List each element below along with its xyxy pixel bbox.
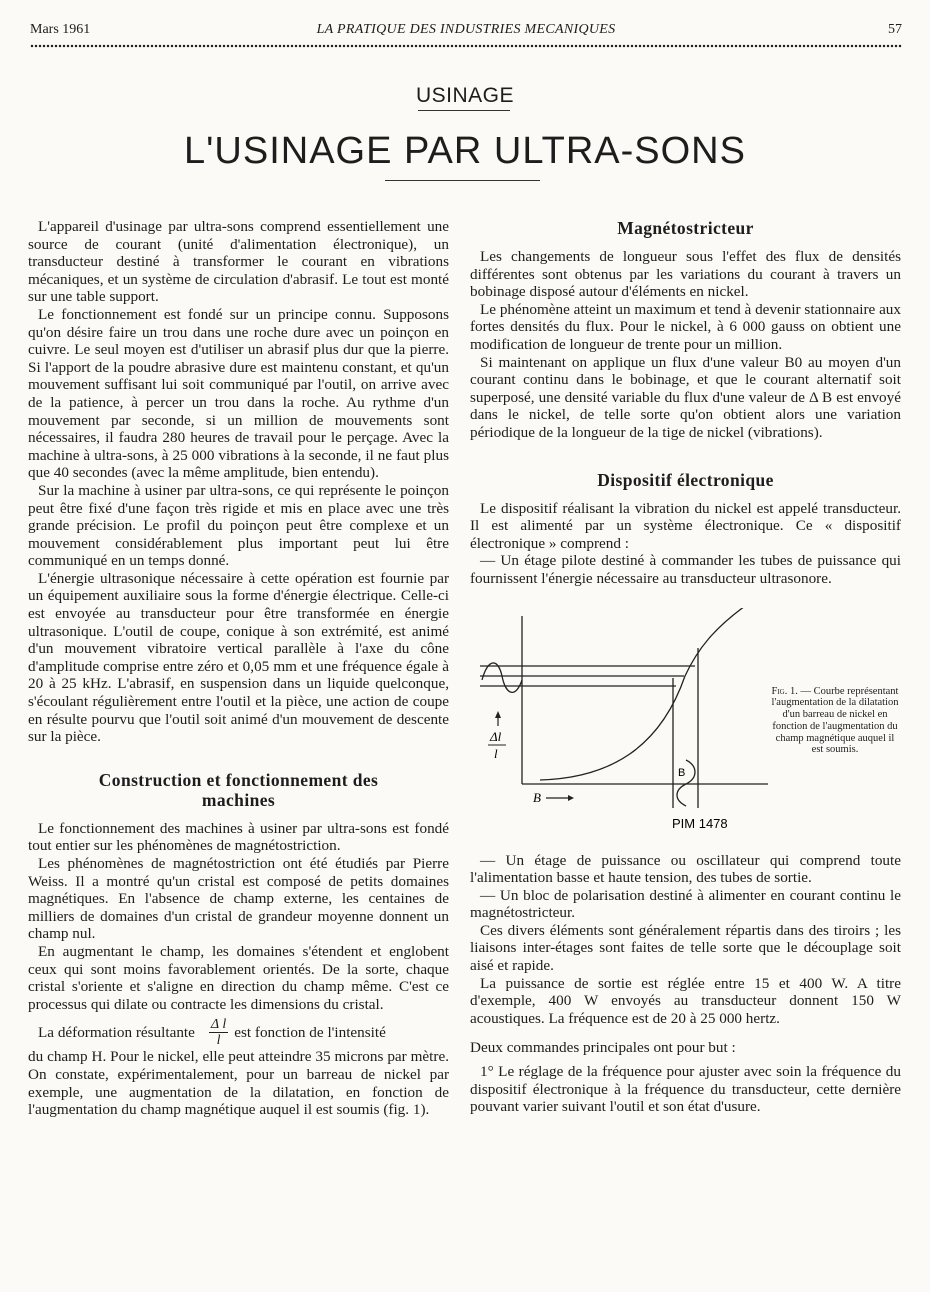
- paragraph: Sur la machine à usiner par ultra-sons, ce qui représente le poinçon peut être fixé d'une façon très rigide et mis en place avec une très grande précision. Le profil du poinçon peut être complexe et un mouvement considérablement plus important peut lui être communiqué en un temps donné.: [28, 481, 449, 570]
- subheading-construction: Construction et fonctionnement des machines: [98, 769, 379, 810]
- paragraph: L'appareil d'usinage par ultra-sons comprend essentiellement une source de courant (unité d'alimentation électronique), un transducteur destiné à transformer le courant en vibrations mécaniques, et un système de circulation d'abrasif. Le tout est monté sur une table support.: [28, 218, 449, 306]
- section-underline: [418, 110, 510, 111]
- formula-line: [28, 1017, 449, 1048]
- y-axis-label-denominator: l: [494, 745, 498, 761]
- dotted-divider: [30, 44, 902, 48]
- heading-dispositif-electronique: Dispositif électronique: [597, 469, 774, 490]
- b-small-label: B: [678, 766, 686, 779]
- paragraph: Si maintenant on applique un flux d'une valeur B0 au moyen d'un courant continu dans le bobinage, et que le courant alternatif soit superposé, une densité variable du flux d'une valeur de Δ B est envoyé dans le nickel, de telle sorte qu'on obtient alors une variation périodique de la longueur de la tige de nickel (vibrations).: [470, 353, 901, 441]
- fraction-denominator: l: [216, 1033, 221, 1049]
- paragraph: La puissance de sortie est réglée entre 15 et 400 W. A titre d'exemple, 400 W envoyés au transducteur donnent 150 W acoustiques. La fréquence est de 20 à 25 000 hertz.: [470, 974, 901, 1027]
- arrow-head-right: [568, 795, 574, 801]
- caption-text: — Courbe représentant l'augmentation de la dilatation d'un barreau de nickel en fonction de l'augmentation du champ magnétique auquel il est soumis.: [771, 685, 899, 756]
- issue-date: Mars 1961: [30, 22, 91, 37]
- x-axis-label: B: [533, 789, 541, 805]
- y-axis-label-numerator: Δl: [490, 728, 502, 744]
- article-title: L'USINAGE PAR ULTRA-SONS: [184, 130, 746, 172]
- arrow-head-up: [495, 711, 501, 718]
- fraction-numerator: Δ l: [210, 1017, 227, 1033]
- figure-1: [470, 608, 901, 844]
- paragraph: Le phénomène atteint un maximum et tend à devenir stationnaire aux fortes densités du flux. Pour le nickel, à 6 000 gauss on obtient une modification de longueur de trente pour un million.: [470, 300, 901, 353]
- figure-code: PIM 1478: [672, 815, 728, 831]
- right-column: [470, 218, 901, 1116]
- figure-caption: [770, 686, 900, 757]
- paragraph: 1° Le réglage de la fréquence pour ajuster avec soin la fréquence du dispositif électronique à la fréquence du transducteur, cette dernière pouvant varier suivant l'outil et son état d'usure.: [470, 1063, 901, 1116]
- paragraph: — Un bloc de polarisation destiné à alimenter en courant continu le magnétostricteur.: [470, 886, 901, 922]
- formula-text-after: est fonction de l'intensité: [234, 1024, 386, 1042]
- running-header: [30, 18, 902, 42]
- heading-magnetostricteur: Magnétostricteur: [617, 218, 754, 238]
- delta-l-over-l-fraction: [209, 1017, 228, 1048]
- paragraph: Deux commandes principales ont pour but :: [470, 1039, 736, 1057]
- journal-title: LA PRATIQUE DES INDUSTRIES MECANIQUES: [316, 22, 616, 37]
- formula-text-before: La déformation résultante: [38, 1024, 195, 1042]
- output-oscillation: [482, 662, 522, 691]
- paragraph: En augmentant le champ, les domaines s'étendent et englobent ceux qui sont moins favorablement orientés. De la sorte, chaque cristal s'oriente et s'aligne en direction du champ même. C'est ce processus qui dilate ou contracte les dimensions du cristal.: [28, 942, 449, 1013]
- paragraph: Les phénomènes de magnétostriction ont été étudiés par Pierre Weiss. Il a montré qu'un cristal est composé de petits domaines magnétiques. En l'absence de champ externe, les centaines de milliers de domaines d'un cristal de grandeur moyenne donnent un champ nul.: [28, 855, 449, 943]
- title-underline: [385, 180, 540, 181]
- paragraph: — Un étage de puissance ou oscillateur qui comprend toute l'alimentation basse et haute tension, des tubes de sortie.: [470, 851, 901, 887]
- caption-figure-number: Fig. 1.: [771, 685, 798, 697]
- dilatation-curve: [540, 608, 745, 780]
- paragraph: — Un étage pilote destiné à commander les tubes de puissance qui fournissent l'énergie nécessaire au transducteur ultrasonore.: [470, 552, 901, 587]
- section-label: USINAGE: [415, 84, 515, 107]
- left-column: [28, 218, 449, 1119]
- magnetostriction-curve-diagram: [470, 608, 770, 844]
- paragraph: Le fonctionnement des machines à usiner par ultra-sons est fondé tout entier sur les phénomènes de magnétostriction.: [28, 819, 449, 855]
- paragraph: Le fonctionnement est fondé sur un principe connu. Supposons qu'on désire faire un trou dans une roche dure avec un poinçon en cuivre. Le seul moyen est d'utiliser un abrasif plus dur que la pierre. Si l'apport de la poudre abrasive dure est maintenu constant, et qu'un mouvement suffisant lui soit communiqué par l'outil, on arrive avec de la patience, à percer un trou dans la roche. Au rythme d'un mouvement par seconde, si un million de mouvements sont nécessaires, il faudra 280 heures de travail pour le perçage. Avec la machine à ultra-sons, à 25 000 vibrations à la seconde, il ne faut plus que 40 secondes (avec la même amplitude, bien entendu).: [28, 305, 449, 482]
- paragraph: Le dispositif réalisant la vibration du nickel est appelé transducteur. Il est alimenté par un système électronique. Ce « dispositif électronique » comprend :: [470, 499, 901, 552]
- paragraph: du champ H. Pour le nickel, elle peut atteindre 35 microns par mètre. On constate, expérimentalement, pour un barreau de nickel par exemple, une augmentation de la dilatation, en fonction de l'augmentation du champ magnétique auquel il est soumis (fig. 1).: [28, 1048, 449, 1119]
- page-number: 57: [888, 22, 902, 37]
- paragraph: L'énergie ultrasonique nécessaire à cette opération est fournie par un équipement auxiliaire sous la forme d'énergie électrique. Celle-ci est envoyée au transducteur pour être transformée en énergie ultrasonique. L'outil de coupe, conique à son extrémité, est animé d'un mouvement vibratoire vertical parallèle à l'axe du cône d'amplitude comprise entre zéro et 0,05 mm et une fréquence égale à 20 à 25 kHz. L'abrasif, en suspension dans un liquide quelconque, s'écoulant régulièrement entre l'outil et la pièce, une action de coupe en résulte pourvu que l'outil soit animé d'un mouvement de descente sur la pièce.: [28, 569, 449, 746]
- paragraph: Ces divers éléments sont généralement répartis dans des tiroirs ; les liaisons inter-étages sont faites de telle sorte que le découplage soit aisé et rapide.: [470, 921, 901, 975]
- paragraph: Les changements de longueur sous l'effet des flux de densités différentes sont obtenus par les variations du courant à travers un bobinage disposé autour d'éléments en nickel.: [470, 248, 901, 301]
